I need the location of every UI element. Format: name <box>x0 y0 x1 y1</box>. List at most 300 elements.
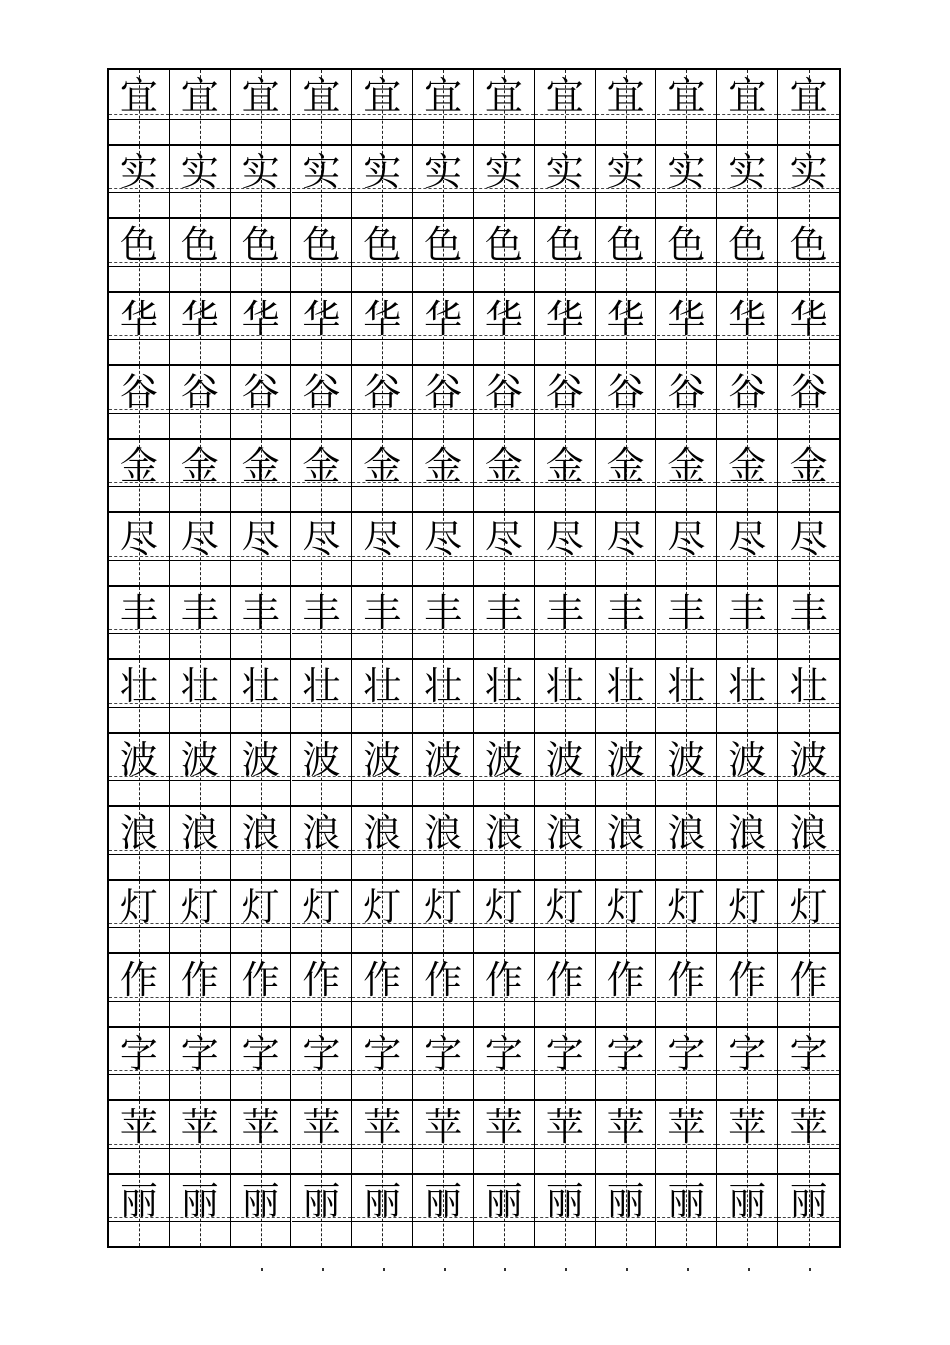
practice-character: 丽 <box>363 1178 402 1223</box>
writing-line <box>109 854 169 879</box>
practice-cell <box>717 881 778 953</box>
practice-character: 作 <box>789 958 828 1002</box>
practice-character: 波 <box>484 737 523 782</box>
practice-cell <box>352 146 413 218</box>
practice-cell <box>778 734 839 806</box>
writing-line <box>657 1148 717 1173</box>
writing-line <box>413 486 473 511</box>
practice-character: 谷 <box>545 370 584 414</box>
writing-line <box>596 192 656 217</box>
writing-line <box>292 1074 352 1099</box>
practice-cell <box>170 293 231 365</box>
practice-cell <box>596 734 657 806</box>
practice-character: 尽 <box>484 517 523 561</box>
practice-cell <box>109 1175 170 1247</box>
practice-character: 丰 <box>484 590 523 635</box>
practice-character: 苹 <box>302 1105 341 1149</box>
practice-character: 实 <box>424 149 463 194</box>
writing-line <box>352 413 412 438</box>
writing-line <box>170 413 230 438</box>
writing-line <box>413 1221 473 1246</box>
practice-cell <box>474 219 535 291</box>
writing-line <box>596 927 656 952</box>
writing-line <box>109 266 169 291</box>
practice-cell <box>231 513 292 585</box>
practice-cell <box>474 954 535 1026</box>
practice-character: 灯 <box>545 884 584 929</box>
writing-line <box>231 560 291 585</box>
practice-cell <box>596 587 657 659</box>
practice-character: 苹 <box>424 1105 463 1149</box>
practice-cell <box>170 954 231 1026</box>
practice-character: 壮 <box>241 664 280 708</box>
practice-character: 宜 <box>424 74 463 118</box>
practice-cell <box>657 219 718 291</box>
writing-line <box>717 1221 777 1246</box>
practice-cell <box>413 440 474 512</box>
practice-cell <box>352 734 413 806</box>
practice-character: 色 <box>789 223 828 267</box>
practice-character: 字 <box>789 1031 828 1076</box>
practice-character: 字 <box>728 1031 767 1076</box>
practice-cell <box>231 807 292 879</box>
writing-line <box>596 486 656 511</box>
practice-character: 丰 <box>728 590 767 635</box>
writing-line <box>535 707 595 732</box>
practice-row <box>109 585 839 659</box>
practice-cell <box>413 954 474 1026</box>
practice-character: 浪 <box>789 811 828 855</box>
writing-line <box>170 119 230 144</box>
writing-line <box>231 486 291 511</box>
practice-character: 作 <box>606 958 645 1002</box>
practice-cell <box>352 807 413 879</box>
writing-line <box>657 119 717 144</box>
practice-cell <box>292 1175 353 1247</box>
writing-line <box>717 633 777 658</box>
practice-cell <box>535 807 596 879</box>
practice-character: 金 <box>119 443 158 488</box>
practice-cell <box>292 293 353 365</box>
practice-character: 苹 <box>484 1105 523 1149</box>
practice-cell <box>231 660 292 732</box>
writing-line <box>474 1001 534 1026</box>
writing-line <box>474 1074 534 1099</box>
practice-character: 宜 <box>789 74 828 118</box>
practice-cell <box>170 734 231 806</box>
practice-cell <box>474 734 535 806</box>
practice-cell <box>413 734 474 806</box>
practice-character: 作 <box>241 958 280 1002</box>
writing-line <box>474 707 534 732</box>
practice-character: 灯 <box>424 884 463 929</box>
practice-cell <box>231 954 292 1026</box>
practice-character: 丰 <box>789 590 828 635</box>
practice-cell <box>717 366 778 438</box>
writing-line <box>352 1001 412 1026</box>
practice-cell <box>352 513 413 585</box>
practice-character: 实 <box>545 149 584 194</box>
practice-character: 华 <box>180 296 219 341</box>
practice-character: 字 <box>119 1031 158 1076</box>
writing-line <box>717 119 777 144</box>
writing-line <box>109 633 169 658</box>
practice-cell <box>231 219 292 291</box>
practice-cell <box>717 1175 778 1247</box>
practice-cell <box>231 440 292 512</box>
practice-cell <box>474 1101 535 1173</box>
footer-dot <box>565 1268 567 1271</box>
writing-line <box>413 1001 473 1026</box>
practice-row <box>109 805 839 879</box>
practice-cell <box>474 293 535 365</box>
practice-character: 金 <box>363 443 402 488</box>
practice-cell <box>170 587 231 659</box>
practice-cell <box>778 513 839 585</box>
practice-cell <box>109 70 170 144</box>
writing-line <box>231 633 291 658</box>
writing-line <box>413 1148 473 1173</box>
practice-character: 浪 <box>363 811 402 855</box>
practice-cell <box>535 587 596 659</box>
writing-line <box>292 1001 352 1026</box>
practice-cell <box>231 1101 292 1173</box>
practice-character: 宜 <box>302 74 341 118</box>
practice-character: 宜 <box>728 74 767 118</box>
practice-cell <box>109 146 170 218</box>
practice-character: 灯 <box>484 884 523 929</box>
practice-cell <box>535 440 596 512</box>
writing-line <box>109 927 169 952</box>
writing-line <box>352 486 412 511</box>
practice-row <box>109 70 839 144</box>
practice-cell <box>535 366 596 438</box>
writing-line <box>717 707 777 732</box>
writing-line <box>474 119 534 144</box>
practice-cell <box>109 440 170 512</box>
practice-character: 苹 <box>180 1105 219 1149</box>
writing-line <box>413 1074 473 1099</box>
practice-character: 谷 <box>424 370 463 414</box>
practice-cell <box>474 1028 535 1100</box>
practice-cell <box>778 366 839 438</box>
practice-character: 华 <box>424 296 463 341</box>
practice-cell <box>535 954 596 1026</box>
writing-line <box>717 854 777 879</box>
writing-line <box>717 486 777 511</box>
practice-cell <box>778 1101 839 1173</box>
writing-line <box>535 1001 595 1026</box>
practice-cell <box>717 70 778 144</box>
practice-character: 字 <box>606 1031 645 1076</box>
writing-line <box>231 707 291 732</box>
writing-line <box>413 413 473 438</box>
practice-cell <box>717 513 778 585</box>
practice-character: 丽 <box>119 1178 158 1223</box>
practice-character: 金 <box>667 443 706 488</box>
writing-line <box>657 339 717 364</box>
practice-cell <box>231 881 292 953</box>
practice-character: 谷 <box>728 370 767 414</box>
writing-line <box>717 1148 777 1173</box>
practice-cell <box>717 146 778 218</box>
practice-cell <box>474 587 535 659</box>
practice-character: 丽 <box>180 1178 219 1223</box>
writing-line <box>474 560 534 585</box>
practice-cell <box>292 1028 353 1100</box>
practice-cell <box>352 1028 413 1100</box>
practice-character: 壮 <box>119 664 158 708</box>
practice-character: 灯 <box>363 884 402 929</box>
practice-character: 实 <box>241 149 280 194</box>
practice-character: 谷 <box>789 370 828 414</box>
writing-line <box>778 927 839 952</box>
practice-character: 谷 <box>484 370 523 414</box>
writing-line <box>778 192 839 217</box>
writing-line <box>657 1074 717 1099</box>
writing-line <box>413 633 473 658</box>
writing-line <box>474 266 534 291</box>
writing-line <box>170 1148 230 1173</box>
practice-character: 波 <box>241 737 280 782</box>
writing-line <box>778 339 839 364</box>
writing-line <box>170 780 230 805</box>
practice-cell <box>778 219 839 291</box>
writing-line <box>292 927 352 952</box>
writing-line <box>170 1221 230 1246</box>
practice-cell <box>109 734 170 806</box>
practice-cell <box>170 881 231 953</box>
practice-character: 波 <box>302 737 341 782</box>
writing-line <box>717 266 777 291</box>
practice-cell <box>535 70 596 144</box>
practice-character: 丽 <box>484 1178 523 1223</box>
practice-cell <box>292 366 353 438</box>
writing-line <box>292 1221 352 1246</box>
writing-line <box>596 560 656 585</box>
writing-line <box>170 1001 230 1026</box>
writing-line <box>778 1001 839 1026</box>
writing-line <box>474 339 534 364</box>
writing-line <box>717 1074 777 1099</box>
practice-row <box>109 364 839 438</box>
writing-line <box>292 192 352 217</box>
writing-line <box>413 854 473 879</box>
writing-line <box>170 192 230 217</box>
practice-character: 丽 <box>606 1178 645 1223</box>
practice-cell <box>413 366 474 438</box>
practice-cell <box>778 660 839 732</box>
practice-character: 金 <box>241 443 280 488</box>
footer-dot <box>687 1268 689 1271</box>
practice-character: 色 <box>241 223 280 267</box>
practice-cell <box>170 366 231 438</box>
practice-character: 字 <box>180 1031 219 1076</box>
practice-character: 浪 <box>302 811 341 855</box>
practice-character: 尽 <box>119 517 158 561</box>
practice-cell <box>474 146 535 218</box>
writing-line <box>413 119 473 144</box>
writing-line <box>778 1074 839 1099</box>
writing-line <box>292 339 352 364</box>
practice-character: 尽 <box>302 517 341 561</box>
practice-cell <box>717 1101 778 1173</box>
practice-character: 华 <box>667 296 706 341</box>
practice-cell <box>352 587 413 659</box>
writing-line <box>596 633 656 658</box>
practice-character: 色 <box>545 223 584 267</box>
practice-character: 字 <box>545 1031 584 1076</box>
practice-cell <box>231 366 292 438</box>
writing-line <box>596 413 656 438</box>
writing-line <box>717 780 777 805</box>
practice-character: 色 <box>424 223 463 267</box>
practice-cell <box>657 587 718 659</box>
practice-cell <box>170 1101 231 1173</box>
practice-character: 谷 <box>119 370 158 414</box>
practice-cell <box>413 807 474 879</box>
practice-cell <box>596 146 657 218</box>
practice-character: 色 <box>728 223 767 267</box>
practice-cell <box>413 1101 474 1173</box>
practice-character: 谷 <box>180 370 219 414</box>
practice-character: 灯 <box>180 884 219 929</box>
writing-line <box>657 927 717 952</box>
practice-cell <box>596 513 657 585</box>
writing-line <box>778 707 839 732</box>
practice-cell <box>596 70 657 144</box>
practice-character: 壮 <box>302 664 341 708</box>
practice-cell <box>109 881 170 953</box>
practice-cell <box>474 366 535 438</box>
practice-cell <box>292 440 353 512</box>
practice-character: 尽 <box>545 517 584 561</box>
practice-character: 实 <box>667 149 706 194</box>
practice-character: 丽 <box>241 1178 280 1223</box>
practice-cell <box>778 587 839 659</box>
practice-character: 丰 <box>667 590 706 635</box>
practice-cell <box>596 219 657 291</box>
practice-character: 色 <box>180 223 219 267</box>
practice-cell <box>535 660 596 732</box>
practice-character: 实 <box>302 149 341 194</box>
practice-cell <box>657 70 718 144</box>
writing-line <box>109 486 169 511</box>
practice-cell <box>657 1175 718 1247</box>
writing-line <box>109 560 169 585</box>
practice-character: 壮 <box>667 664 706 708</box>
practice-cell <box>717 219 778 291</box>
practice-cell <box>657 660 718 732</box>
practice-character: 浪 <box>241 811 280 855</box>
writing-line <box>170 486 230 511</box>
writing-line <box>535 780 595 805</box>
practice-cell <box>170 219 231 291</box>
practice-cell <box>352 293 413 365</box>
practice-cell <box>535 146 596 218</box>
writing-line <box>778 1148 839 1173</box>
practice-cell <box>109 366 170 438</box>
practice-cell <box>474 660 535 732</box>
practice-character: 实 <box>484 149 523 194</box>
practice-character: 字 <box>241 1031 280 1076</box>
practice-row <box>109 1026 839 1100</box>
practice-cell <box>292 70 353 144</box>
writing-line <box>231 266 291 291</box>
practice-character: 浪 <box>424 811 463 855</box>
practice-character: 丽 <box>424 1178 463 1223</box>
practice-cell <box>170 807 231 879</box>
practice-character: 丽 <box>302 1178 341 1223</box>
writing-line <box>170 560 230 585</box>
practice-cell <box>109 1101 170 1173</box>
practice-cell <box>231 1028 292 1100</box>
practice-cell <box>535 513 596 585</box>
practice-cell <box>717 1028 778 1100</box>
writing-line <box>778 413 839 438</box>
practice-character: 宜 <box>180 74 219 118</box>
practice-cell <box>352 954 413 1026</box>
practice-character: 壮 <box>180 664 219 708</box>
practice-cell <box>657 440 718 512</box>
writing-line <box>109 339 169 364</box>
practice-character: 谷 <box>606 370 645 414</box>
practice-cell <box>717 807 778 879</box>
footer-dots <box>107 1268 841 1274</box>
practice-character: 华 <box>363 296 402 341</box>
practice-cell <box>292 734 353 806</box>
practice-cell <box>596 1101 657 1173</box>
practice-character: 尽 <box>667 517 706 561</box>
practice-character: 苹 <box>545 1105 584 1149</box>
practice-character: 波 <box>119 737 158 782</box>
writing-line <box>474 413 534 438</box>
writing-line <box>413 927 473 952</box>
practice-character: 丰 <box>545 590 584 635</box>
writing-line <box>170 633 230 658</box>
practice-row <box>109 291 839 365</box>
footer-dot <box>322 1268 324 1271</box>
practice-character: 实 <box>728 149 767 194</box>
practice-cell <box>170 1028 231 1100</box>
practice-cell <box>474 1175 535 1247</box>
practice-character: 宜 <box>667 74 706 118</box>
writing-line <box>170 339 230 364</box>
practice-cell <box>535 734 596 806</box>
writing-line <box>657 560 717 585</box>
practice-cell <box>292 807 353 879</box>
writing-line <box>778 780 839 805</box>
footer-dot <box>809 1268 811 1271</box>
writing-line <box>596 1221 656 1246</box>
practice-cell <box>413 293 474 365</box>
practice-cell <box>413 1028 474 1100</box>
practice-cell <box>596 807 657 879</box>
practice-row <box>109 1173 839 1247</box>
practice-character: 丽 <box>545 1178 584 1223</box>
writing-line <box>596 780 656 805</box>
practice-character: 浪 <box>728 811 767 855</box>
practice-cell <box>413 660 474 732</box>
practice-cell <box>170 440 231 512</box>
practice-row <box>109 952 839 1026</box>
practice-cell <box>413 219 474 291</box>
writing-line <box>170 854 230 879</box>
writing-line <box>717 339 777 364</box>
practice-character: 灯 <box>119 884 158 929</box>
practice-character: 苹 <box>667 1105 706 1149</box>
practice-character: 苹 <box>119 1105 158 1149</box>
